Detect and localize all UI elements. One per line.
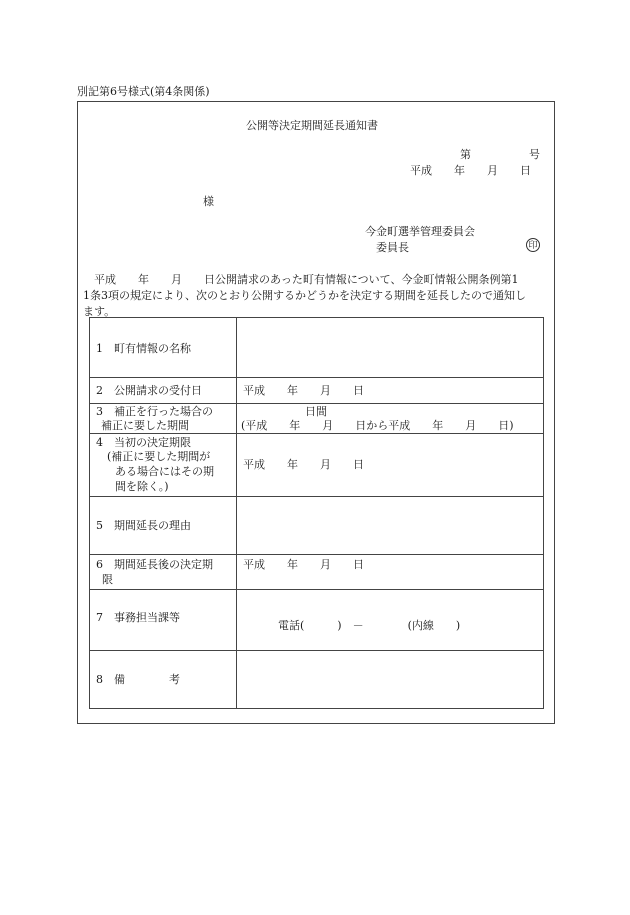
row8-label: 8 備 考 — [96, 673, 180, 686]
row3-label-line2: 補正に要した期間 — [101, 419, 189, 432]
row4-label-line4: 間を除く。) — [115, 480, 169, 493]
body-line: 1条3項の規定により、次のとおり公開するかどうかを決定する期間を延長したので通知し — [83, 289, 526, 302]
table-row-divider — [89, 377, 544, 378]
issuer-organization: 今金町選挙管理委員会 — [365, 225, 475, 238]
row7-label: 7 事務担当課等 — [96, 611, 180, 624]
table-row-divider — [89, 554, 544, 555]
row7-phone-value: 電話( ) － (内線 ) — [278, 619, 461, 632]
row3-label-line1: 3 補正を行った場合の — [96, 405, 213, 418]
row3-value-line1: 日間 — [305, 405, 327, 418]
row5-label: 5 期間延長の理由 — [96, 519, 191, 532]
document-title: 公開等決定期間延長通知書 — [246, 119, 378, 132]
row2-value: 平成 年 月 日 — [243, 384, 364, 397]
row4-value: 平成 年 月 日 — [243, 458, 364, 471]
body-line: ます。 — [83, 305, 116, 318]
row3-value-line2: (平成 年 月 日から平成 年 月 日) — [241, 419, 514, 432]
row6-value: 平成 年 月 日 — [243, 558, 364, 571]
number-dai: 第 — [460, 148, 471, 161]
row4-label-line1: 4 当初の決定期限 — [96, 436, 191, 449]
body-line: 平成 年 月 日公開請求のあった町有情報について、今金町情報公開条例第1 — [83, 273, 519, 286]
table-row-divider — [89, 589, 544, 590]
table-row-divider — [89, 433, 544, 434]
row4-label-line3: ある場合にはその期 — [115, 465, 214, 478]
number-gou: 号 — [529, 148, 540, 161]
seal-icon: 印 — [526, 238, 540, 252]
issuer-role: 委員長 — [376, 241, 409, 254]
table-row-divider — [89, 403, 544, 404]
issue-date: 平成 年 月 日 — [410, 164, 531, 177]
addressee-sama: 様 — [203, 195, 214, 208]
table-row-divider — [89, 496, 544, 497]
row2-label: 2 公開請求の受付日 — [96, 384, 202, 397]
table-row-divider — [89, 650, 544, 651]
row6-label-line2: 限 — [102, 573, 113, 586]
row1-label: 1 町有情報の名称 — [96, 342, 191, 355]
form-number-label: 別記第6号様式(第4条関係) — [77, 85, 210, 98]
row6-label-line1: 6 期間延長後の決定期 — [96, 558, 213, 571]
body-text — [83, 272, 553, 320]
row4-label-line2: (補正に要した期間が — [107, 450, 211, 463]
